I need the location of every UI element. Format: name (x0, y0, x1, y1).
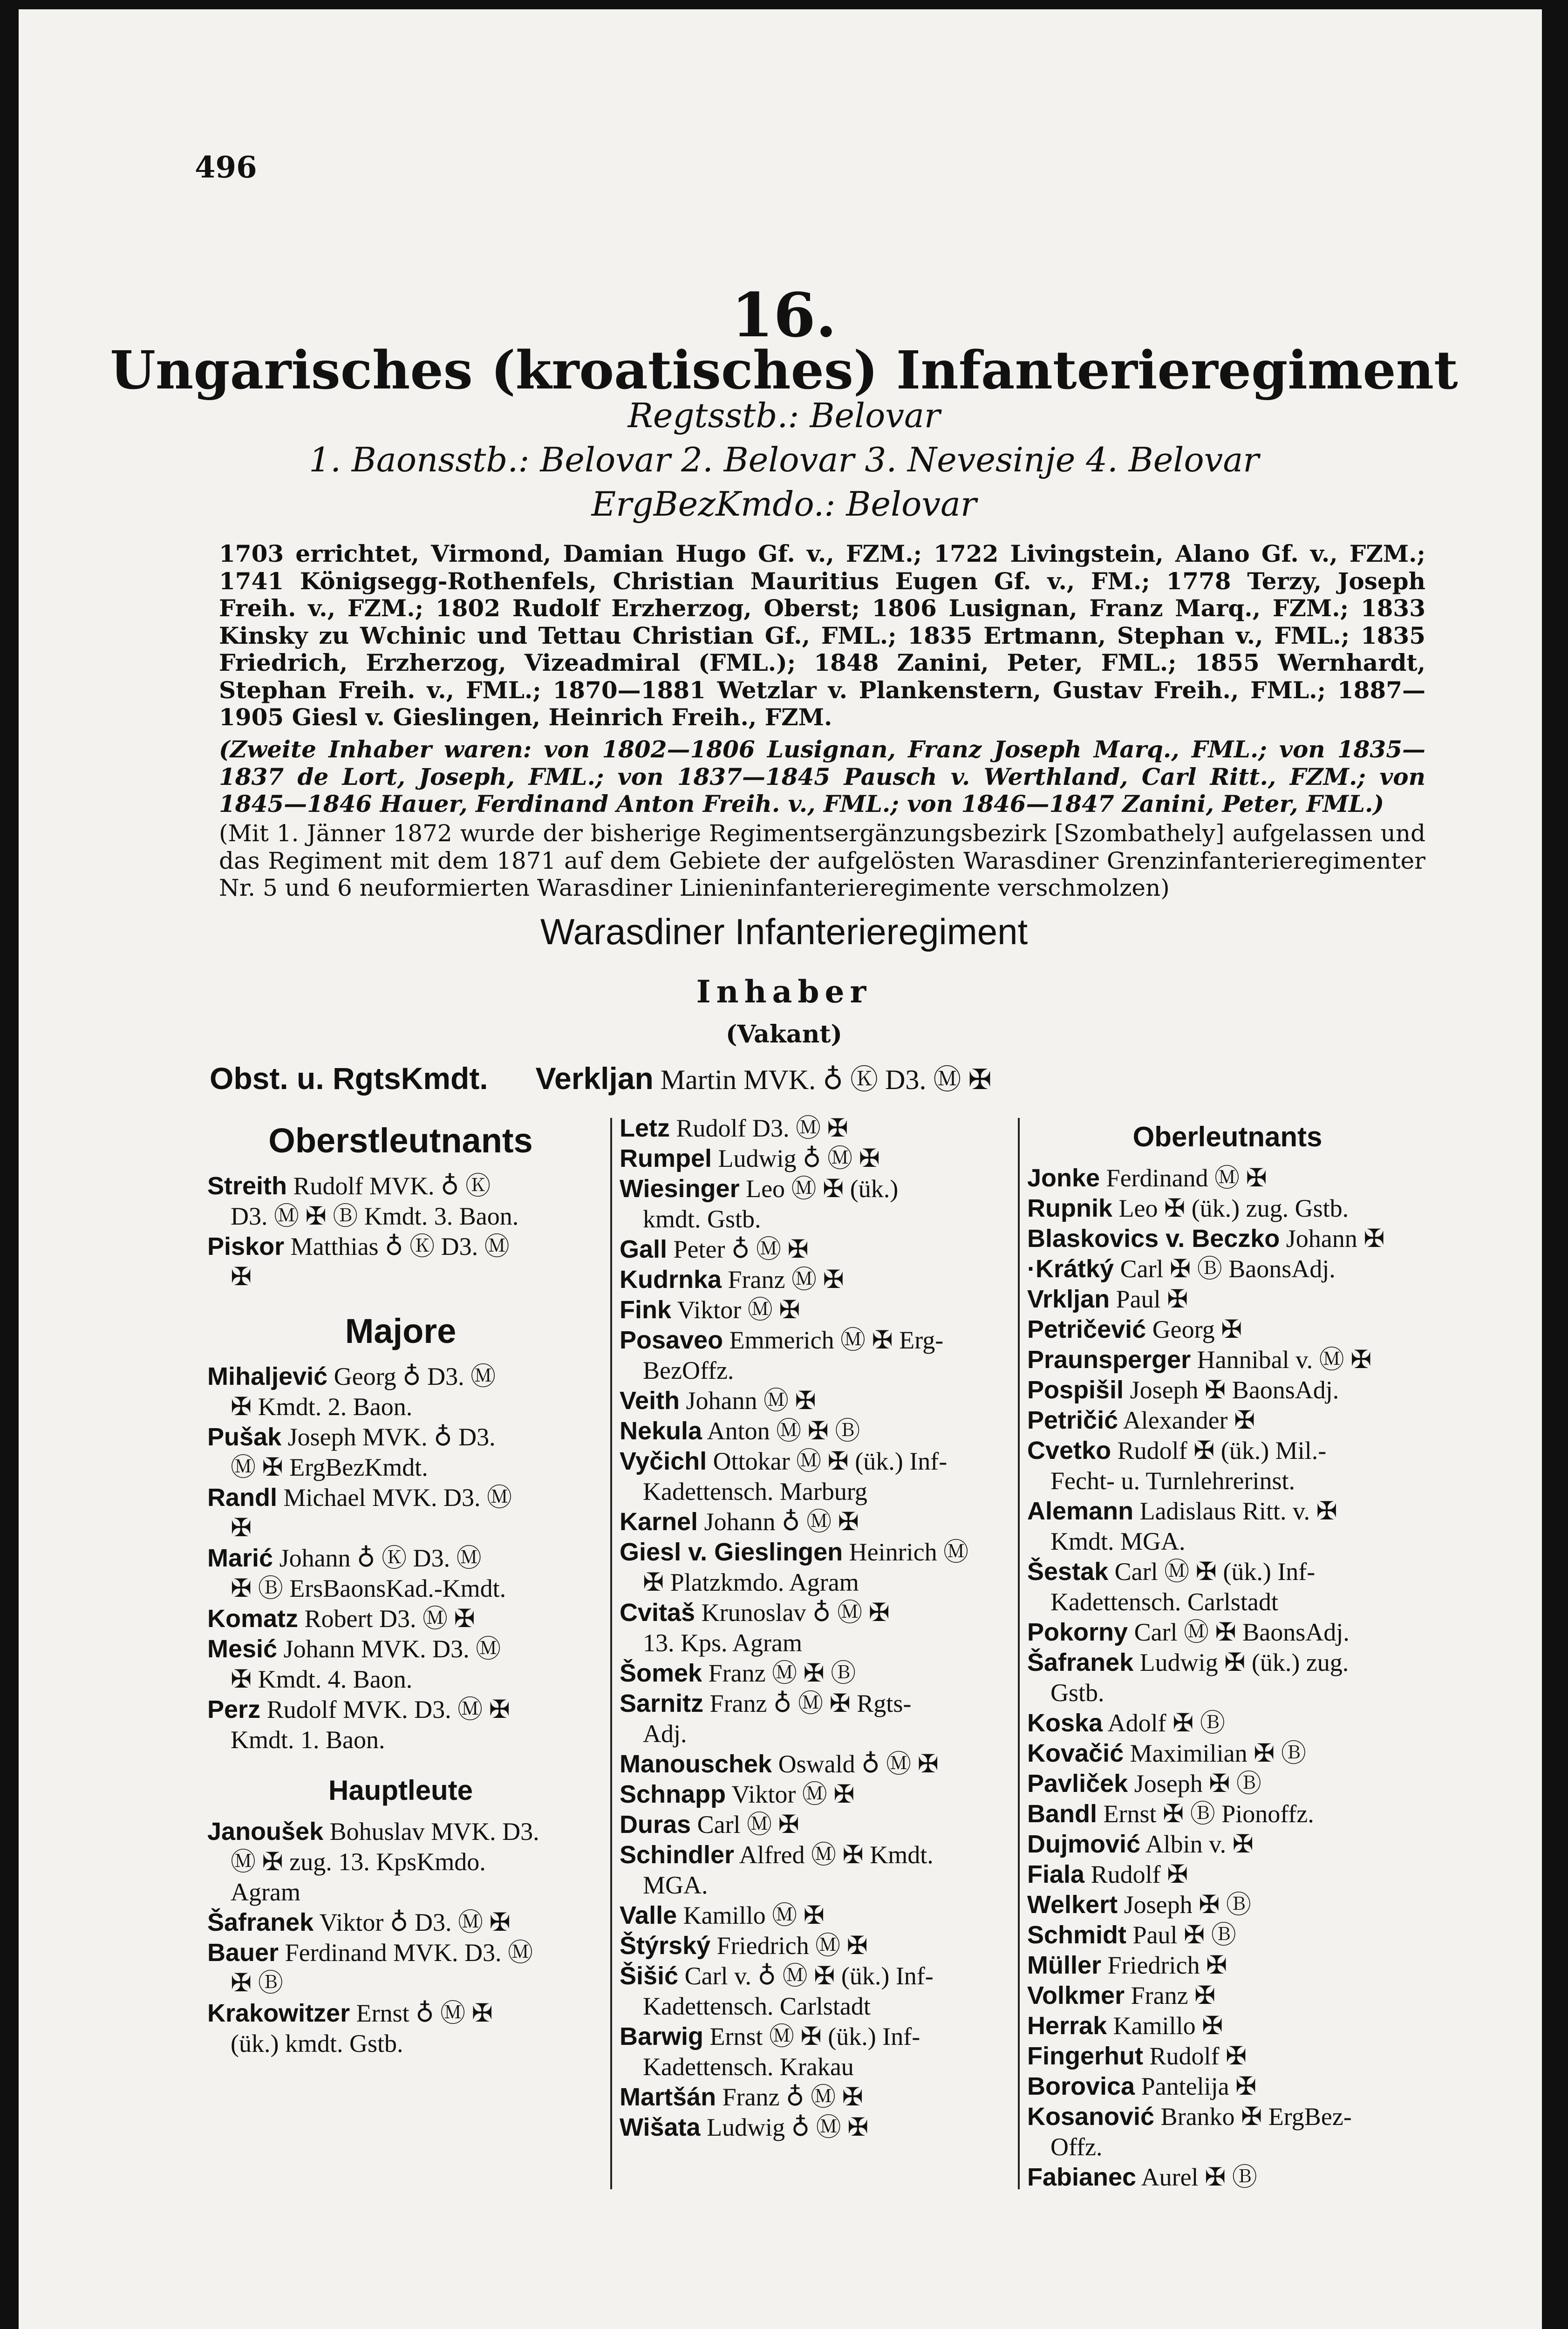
officer-surname: Schnapp (620, 1780, 726, 1808)
officer-entry (1027, 1617, 1428, 1648)
officer-details: Georg ♁ D3. Ⓜ (327, 1362, 496, 1390)
officer-surname: Šafranek (207, 1908, 314, 1936)
officer-details: Carl ✠ Ⓑ BaonsAdj. (1114, 1255, 1336, 1283)
officer-entry (620, 1810, 1006, 1840)
officer-details: Ladislaus Ritt. v. ✠ (1133, 1497, 1337, 1525)
officer-details: Agram (231, 1878, 300, 1906)
officer-surname: Bandl (1027, 1800, 1098, 1828)
officer-details: Oswald ♁ Ⓜ ✠ (772, 1750, 939, 1778)
column-staff-officers (207, 1102, 594, 2059)
officer-details: Viktor Ⓜ ✠ (726, 1780, 855, 1808)
section-heading: Oberstleutnants (268, 1121, 533, 1160)
column-lieutenants (1027, 1102, 1428, 2193)
officer-details: Georg ✠ (1146, 1315, 1242, 1343)
officer-details: Franz ♁ Ⓜ ✠ (716, 2083, 863, 2111)
officer-surname: Šomek (620, 1659, 702, 1687)
officer-entry (1027, 2102, 1428, 2132)
officer-entry (1027, 1314, 1428, 1345)
officer-details: Rudolf ✠ (1084, 1860, 1188, 1888)
officer-details: ✠ Ⓑ ErsBaonsKad.-Kmdt. (231, 1574, 506, 1602)
officer-surname: Fiala (1027, 1860, 1085, 1888)
officer-details: Johann ✠ (1280, 1225, 1385, 1253)
officer-surname: Koska (1027, 1709, 1103, 1737)
officer-surname: Cvetko (1027, 1437, 1111, 1464)
officer-entry (620, 1961, 1006, 1991)
officer-surname: Sarnitz (620, 1689, 704, 1717)
officer-details: Kadettensch. Carlstadt (643, 1992, 871, 2020)
commander-name: Verkljan (535, 1061, 654, 1096)
officer-surname: Cvitaš (620, 1599, 695, 1627)
officer-details: Rudolf D3. Ⓜ ✠ (670, 1114, 848, 1142)
history-paragraph: 1703 errichtet, Virmond, Damian Hugo Gf. v., FZM.; 1722 Livingstein, Alano Gf. v., FZM.; 1741 Königsegg-Rothenfels, Christian Mauritius Eugen Gf. v., FM.; 1778 Terzy, Joseph Freih. v., FZM.; 1802 Rudolf Erzherzog, Oberst; 1806 Lusignan, Franz Marq., FZM.; 1833 Kinsky zu Wchinic und Tettau Christian Gf., FML.; 1835 Ertmann, Stephan v., FML.; 1835 Friedrich, Erzherzog, Vizeadmiral (FML.); 1848 Zanini, Peter, FML.; 1855 Wernhardt, Stephan Freih. v., FML.; 1870—1881 Wetzlar v. Plankenstern, Gustav Freih., FML.; 1887—1905 Giesl v. Gieslingen, Heinrich Freih., FZM. (219, 540, 1425, 731)
officer-entry-continuation (620, 1567, 1006, 1598)
officer-surname: Kudrnka (620, 1266, 722, 1294)
officer-details: Gstb. (1050, 1679, 1104, 1707)
officer-details: Viktor Ⓜ ✠ (671, 1296, 800, 1324)
officer-entry (1027, 1981, 1428, 2011)
officer-details: Kamillo Ⓜ ✠ (677, 1901, 825, 1929)
officer-entry (620, 1144, 1006, 1174)
regiment-number: 16. (731, 279, 837, 351)
officer-entry-continuation (1027, 1587, 1428, 1617)
column-captains (620, 1113, 1006, 2143)
officer-surname: Valle (620, 1901, 677, 1929)
officer-entry-continuation (620, 2052, 1006, 2082)
officer-entry (1027, 2162, 1428, 2193)
officer-surname: Schindler (620, 1841, 735, 1869)
officer-details: Carl Ⓜ ✠ BaonsAdj. (1128, 1618, 1350, 1646)
battalion-staffs: 1. Baonsstb.: Belovar 2. Belovar 3. Nevesinje 4. Belovar (309, 440, 1259, 479)
officer-details: Ferdinand Ⓜ ✠ (1100, 1164, 1267, 1192)
officer-surname: Vrkljan (1027, 1285, 1110, 1313)
officer-entry (1027, 1769, 1428, 1799)
officer-details: Franz Ⓜ ✠ (722, 1266, 844, 1294)
officer-entry (1027, 1829, 1428, 1859)
officer-entry (1027, 2071, 1428, 2102)
officer-entry-continuation (207, 1877, 594, 1907)
officer-entry (207, 1604, 594, 1634)
officer-surname: Dujmović (1027, 1830, 1141, 1858)
officer-details: Johann ♁ Ⓚ D3. Ⓜ (273, 1544, 482, 1572)
officer-surname: Manouschek (620, 1750, 772, 1778)
officer-details: Ⓜ ✠ ErgBezKmdt. (231, 1453, 428, 1481)
officer-details: Kmdt. 1. Baon. (231, 1725, 385, 1754)
officer-details: (ük.) kmdt. Gstb. (231, 2029, 403, 2057)
officer-entry-continuation (207, 1968, 594, 1998)
officer-surname: Praunsperger (1027, 1346, 1191, 1374)
officer-details: Bohuslav MVK. D3. (323, 1817, 539, 1845)
column-divider-right (1018, 1118, 1020, 2189)
officer-details: Kadettensch. Carlstadt (1050, 1588, 1278, 1616)
officer-details: Joseph ✠ BaonsAdj. (1124, 1376, 1339, 1404)
officer-entry-continuation (207, 1725, 594, 1755)
officer-details: Kamillo ✠ (1107, 2012, 1223, 2040)
officer-entry-continuation (207, 1664, 594, 1695)
officer-details: kmdt. Gstb. (643, 1205, 761, 1233)
replacement-district: ErgBezKmdo.: Belovar (591, 484, 977, 524)
officer-entry (207, 1998, 594, 2029)
officer-entry (1027, 1648, 1428, 1678)
officer-details: Franz ♁ Ⓜ ✠ Rgts- (703, 1689, 912, 1717)
officer-surname: Letz (620, 1114, 670, 1142)
officer-details: Ernst Ⓜ ✠ (ük.) Inf- (703, 2023, 920, 2050)
officer-entry-continuation (1027, 1678, 1428, 1708)
officer-entry (620, 1900, 1006, 1931)
commander-line (210, 1057, 992, 1097)
officer-details: Krunoslav ♁ Ⓜ ✠ (695, 1599, 890, 1627)
officer-entry (207, 1422, 594, 1452)
officer-details: ✠ Platzkmdo. Agram (643, 1568, 859, 1596)
officer-details: Ludwig ✠ (ük.) zug. (1133, 1648, 1349, 1676)
officer-entry-continuation (207, 1573, 594, 1604)
officer-entry (620, 2022, 1006, 2052)
officer-surname: Šestak (1027, 1558, 1109, 1586)
officer-details: Viktor ♁ D3. Ⓜ ✠ (314, 1908, 511, 1936)
warasdiner-heading: Warasdiner Infanterieregiment (540, 911, 1028, 952)
officer-entry (207, 1232, 594, 1262)
officer-surname: Veith (620, 1387, 680, 1415)
officer-surname: Petričić (1027, 1406, 1118, 1434)
officer-entry (207, 1695, 594, 1725)
officer-details: Alfred Ⓜ ✠ Kmdt. (734, 1841, 934, 1869)
officer-entry-continuation (1027, 1466, 1428, 1496)
officer-entry (1027, 1890, 1428, 1920)
inhaber-value: (Vakant) (725, 1020, 843, 1049)
officer-surname: Mihaljević (207, 1362, 328, 1390)
officer-entry (1027, 2011, 1428, 2041)
officer-surname: Wiesinger (620, 1175, 740, 1203)
officer-details: Rudolf MVK. D3. Ⓜ ✠ (260, 1695, 510, 1723)
officer-entry (620, 1931, 1006, 1961)
officer-entry (207, 1938, 594, 1968)
officer-entry-continuation (207, 1201, 594, 1232)
officer-details: Carl v. ♁ Ⓜ ✠ (ük.) Inf- (678, 1962, 934, 1990)
officer-details: Johann ♁ Ⓜ ✠ (698, 1508, 859, 1536)
officer-details: Alexander ✠ (1118, 1406, 1255, 1434)
officer-entry-continuation (207, 1847, 594, 1877)
officer-entry-continuation (620, 1991, 1006, 2022)
officer-entry (207, 1483, 594, 1513)
officer-entry (1027, 1436, 1428, 1466)
officer-entry (620, 1234, 1006, 1265)
officer-surname: Posaveo (620, 1326, 723, 1354)
section-heading: Hauptleute (328, 1774, 473, 1806)
officer-entry (207, 1171, 594, 1201)
officer-details: Joseph ✠ Ⓑ (1118, 1891, 1251, 1919)
column-divider-left (610, 1118, 612, 2189)
officer-entry (620, 1689, 1006, 1719)
officer-details: ✠ Kmdt. 2. Baon. (231, 1392, 413, 1421)
officer-entry (207, 1817, 594, 1847)
officer-entry (620, 1295, 1006, 1325)
note-paragraph: (Mit 1. Jänner 1872 wurde der bisherige Regimentsergänzungsbezirk [Szombathely] aufgelassen und das Regiment mit dem 1871 auf dem Gebiete der aufgelösten Warasdiner Grenzinfanterieregimenter Nr. 5 und 6 neuformierten Warasdiner Linieninfanterieregimente verschmolzen) (219, 820, 1425, 901)
officer-entry (1027, 2041, 1428, 2071)
officer-details: Adolf ✠ Ⓑ (1103, 1709, 1225, 1737)
officer-details: Anton Ⓜ ✠ Ⓑ (702, 1417, 860, 1445)
officer-details: Kadettensch. Krakau (643, 2053, 854, 2081)
officer-details: Joseph MVK. ♁ D3. (281, 1423, 496, 1451)
officer-surname: Giesl v. Gieslingen (620, 1538, 843, 1566)
officer-entry (1027, 1405, 1428, 1436)
officer-surname: Štýrský (620, 1932, 711, 1960)
officer-surname: Janoušek (207, 1817, 324, 1845)
officer-surname: Fink (620, 1296, 672, 1324)
officer-entry-continuation (620, 1628, 1006, 1658)
officer-details: ✠ Ⓑ (231, 1968, 283, 1997)
officer-details: Friedrich ✠ (1101, 1951, 1227, 1979)
officer-entry (620, 1174, 1006, 1204)
officer-details: Adj. (643, 1720, 687, 1748)
officer-details: Ernst ✠ Ⓑ Pionoffz. (1097, 1800, 1314, 1828)
inhaber-heading: Inhaber (696, 974, 872, 1010)
officer-details: Branko ✠ ErgBez- (1154, 2103, 1352, 2131)
officer-details: Heinrich Ⓜ (843, 1538, 969, 1566)
officer-details: D3. Ⓜ ✠ Ⓑ Kmdt. 3. Baon. (231, 1202, 519, 1230)
officer-entry (207, 1907, 594, 1938)
officer-entry-continuation (1027, 2132, 1428, 2162)
officer-surname: Blaskovics v. Beczko (1027, 1225, 1280, 1253)
officer-surname: Alemann (1027, 1497, 1134, 1525)
officer-details: Carl Ⓜ ✠ (691, 1811, 799, 1839)
officer-surname: Wišata (620, 2113, 701, 2141)
officer-surname: Bauer (207, 1938, 279, 1967)
page-number: 496 (195, 150, 257, 185)
officer-entry (620, 1537, 1006, 1567)
officer-details: Rudolf ✠ (1143, 2042, 1247, 2070)
officer-entry (620, 1113, 1006, 1144)
officer-details: Leo ✠ (ük.) zug. Gstb. (1112, 1194, 1349, 1222)
officer-details: Ottokar Ⓜ ✠ (ük.) Inf- (707, 1447, 948, 1475)
officer-entry-continuation (620, 1870, 1006, 1900)
officer-surname: Schmidt (1027, 1921, 1127, 1949)
officer-surname: Borovica (1027, 2072, 1135, 2100)
officer-details: Fecht- u. Turnlehrerinst. (1050, 1467, 1295, 1495)
officer-details: MGA. (643, 1871, 708, 1899)
officer-details: Pantelija ✠ (1135, 2072, 1257, 2100)
officer-surname: Welkert (1027, 1891, 1118, 1919)
officer-details: Paul ✠ Ⓑ (1126, 1921, 1236, 1949)
officer-entry (1027, 1163, 1428, 1193)
officer-details: Johann MVK. D3. Ⓜ (277, 1634, 501, 1663)
officer-details: Rudolf MVK. ♁ Ⓚ (287, 1171, 491, 1200)
officer-entry (620, 1416, 1006, 1446)
officer-details: ✠ (231, 1513, 252, 1542)
officer-details: Michael MVK. D3. Ⓜ (277, 1483, 512, 1512)
officer-surname: Duras (620, 1811, 691, 1839)
officer-entry (1027, 1799, 1428, 1829)
officer-entry (207, 1543, 594, 1573)
officer-surname: Fabianec (1027, 2163, 1137, 2191)
officer-entry (620, 2112, 1006, 2143)
officer-surname: Rupnik (1027, 1194, 1112, 1222)
officer-details: Albin v. ✠ (1140, 1830, 1254, 1858)
officer-entry (1027, 1254, 1428, 1284)
officer-details: Franz Ⓜ ✠ Ⓑ (702, 1659, 856, 1687)
officer-details: Carl Ⓜ ✠ (ük.) Inf- (1108, 1558, 1316, 1586)
officer-surname: Pospišil (1027, 1376, 1124, 1404)
officer-surname: Vyčichl (620, 1447, 707, 1475)
officer-details: 13. Kps. Agram (643, 1629, 802, 1657)
officer-entry-continuation (620, 1204, 1006, 1234)
officer-entry (1027, 1284, 1428, 1314)
officer-entry (1027, 1557, 1428, 1587)
officer-surname: Müller (1027, 1951, 1102, 1979)
officer-details: Aurel ✠ Ⓑ (1136, 2163, 1257, 2191)
officer-entry (1027, 1708, 1428, 1738)
officer-surname: Gall (620, 1235, 668, 1263)
officer-entry (620, 1446, 1006, 1477)
officer-entry (620, 1658, 1006, 1689)
officer-surname: Karnel (620, 1508, 698, 1536)
officer-details: Kmdt. MGA. (1050, 1527, 1186, 1555)
officer-entry-continuation (207, 1392, 594, 1422)
officer-details: Ludwig ♁ Ⓜ ✠ (712, 1144, 880, 1172)
officer-surname: Martšán (620, 2083, 716, 2111)
commander-details: Martin MVK. ♁ Ⓚ D3. Ⓜ ✠ (653, 1064, 992, 1095)
officer-details: ✠ (231, 1262, 252, 1291)
officer-details: Robert D3. Ⓜ ✠ (298, 1604, 475, 1633)
officer-entry (620, 1325, 1006, 1355)
officer-surname: Rumpel (620, 1144, 712, 1172)
officer-surname: Kovačić (1027, 1739, 1124, 1767)
officer-entry (1027, 1375, 1428, 1405)
officer-entry (620, 1265, 1006, 1295)
officer-surname: Perz (207, 1695, 261, 1723)
officer-surname: Marić (207, 1544, 273, 1572)
officer-entry-continuation (1027, 1526, 1428, 1557)
officer-entry (1027, 1345, 1428, 1375)
officer-surname: Nekula (620, 1417, 702, 1445)
officer-entry (1027, 1920, 1428, 1950)
officer-entry (1027, 1193, 1428, 1224)
officer-entry (1027, 1738, 1428, 1769)
page-title: Ungarisches (kroatisches) Infanterieregiment (110, 340, 1458, 401)
officer-details: Ferdinand MVK. D3. Ⓜ (279, 1938, 533, 1967)
officer-entry (620, 1840, 1006, 1870)
officer-surname: Volkmer (1027, 1982, 1125, 2009)
officer-entry-continuation (620, 1719, 1006, 1749)
officer-details: Leo Ⓜ ✠ (ük.) (739, 1175, 899, 1203)
officer-surname: Šafranek (1027, 1648, 1134, 1676)
officer-entry-continuation (620, 1477, 1006, 1507)
officer-entry (620, 1749, 1006, 1779)
officer-surname: Šišić (620, 1962, 679, 1990)
officer-details: Peter ♁ Ⓜ ✠ (667, 1235, 809, 1263)
officer-details: Ludwig ♁ Ⓜ ✠ (700, 2113, 869, 2141)
officer-details: Hannibal v. Ⓜ ✠ (1191, 1346, 1372, 1374)
officer-surname: Pokorny (1027, 1618, 1128, 1646)
officer-surname: Piskor (207, 1232, 285, 1260)
officer-entry-continuation (207, 1452, 594, 1483)
officer-surname: Streith (207, 1171, 287, 1200)
officer-entry (620, 1779, 1006, 1810)
officer-details: ✠ Kmdt. 4. Baon. (231, 1665, 413, 1693)
officer-entry (1027, 1950, 1428, 1981)
officer-surname: ·Krátký (1027, 1255, 1114, 1283)
officer-details: Franz ✠ (1125, 1982, 1216, 2009)
officer-surname: Petričević (1027, 1315, 1146, 1343)
officer-details: Ⓜ ✠ zug. 13. KpsKmdo. (231, 1847, 486, 1876)
officer-details: Joseph ✠ Ⓑ (1128, 1770, 1261, 1798)
regimental-staff: Regtsstb.: Belovar (627, 396, 941, 435)
officer-surname: Randl (207, 1483, 278, 1512)
officer-details: Johann Ⓜ ✠ (680, 1387, 816, 1415)
officer-details: Kadettensch. Marburg (643, 1478, 867, 1505)
officer-surname: Komatz (207, 1604, 299, 1633)
second-owners-paragraph: (Zweite Inhaber waren: von 1802—1806 Lusignan, Franz Joseph Marq., FML.; von 1835—1837 de Lort, Joseph, FML.; von 1837—1845 Pausch v. Werthland, Carl Ritt., FZM.; von 1845—1846 Hauer, Ferdinand Anton Freih. v., FML.; von 1846—1847 Zanini, Peter, FML.) (219, 735, 1425, 817)
officer-details: Matthias ♁ Ⓚ D3. Ⓜ (284, 1232, 510, 1260)
officer-entry (620, 1386, 1006, 1416)
section-heading: Majore (345, 1311, 457, 1350)
officer-details: Maximilian ✠ Ⓑ (1124, 1739, 1306, 1767)
officer-entry (1027, 1496, 1428, 1526)
officer-entry-continuation (207, 2029, 594, 2059)
officer-surname: Jonke (1027, 1164, 1100, 1192)
officer-entry (1027, 1859, 1428, 1890)
officer-entry (1027, 1224, 1428, 1254)
officer-entry (207, 1362, 594, 1392)
officer-entry (620, 2082, 1006, 2112)
officer-entry (620, 1507, 1006, 1537)
officer-details: BezOffz. (643, 1356, 734, 1384)
officer-entry-continuation (207, 1262, 594, 1292)
officer-surname: Krakowitzer (207, 1999, 350, 2027)
officer-surname: Pušak (207, 1423, 282, 1451)
officer-surname: Fingerhut (1027, 2042, 1143, 2070)
officer-surname: Barwig (620, 2023, 704, 2050)
officer-entry-continuation (207, 1513, 594, 1543)
officer-surname: Mesić (207, 1634, 278, 1663)
officer-surname: Kosanović (1027, 2103, 1155, 2131)
officer-entry (620, 1598, 1006, 1628)
officer-details: Offz. (1050, 2133, 1103, 2161)
officer-details: Ernst ♁ Ⓜ ✠ (350, 1999, 493, 2027)
officer-details: Friedrich Ⓜ ✠ (710, 1932, 868, 1960)
officer-details: Emmerich Ⓜ ✠ Erg- (723, 1326, 944, 1354)
officer-entry (207, 1634, 594, 1664)
officer-surname: Herrak (1027, 2012, 1107, 2040)
section-heading: Oberleutnants (1132, 1121, 1323, 1152)
officer-surname: Pavliček (1027, 1770, 1128, 1798)
commander-rank: Obst. u. RgtsKmdt. (210, 1061, 488, 1096)
officer-details: Paul ✠ (1110, 1285, 1188, 1313)
officer-entry-continuation (620, 1355, 1006, 1386)
officer-details: Rudolf ✠ (ük.) Mil.- (1111, 1437, 1327, 1464)
